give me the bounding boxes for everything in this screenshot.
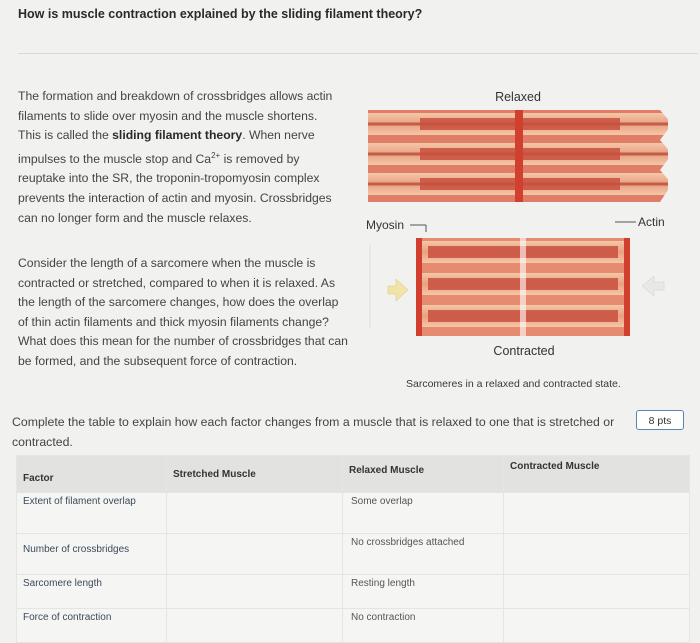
figure-caption: Sarcomeres in a relaxed and contracted state. (406, 378, 621, 390)
relaxed-cell: Resting length (343, 575, 504, 609)
table-row (17, 493, 690, 534)
header-factor: Factor (17, 456, 167, 493)
relaxed-sarcomere (360, 110, 672, 202)
stretched-cell[interactable] (167, 534, 343, 575)
factor-cell: Force of contraction (17, 609, 167, 643)
label-actin: Actin (638, 215, 665, 229)
factor-cell: Sarcomere length (17, 575, 167, 609)
contracted-sarcomere (416, 238, 630, 336)
stretched-cell[interactable] (167, 609, 343, 643)
factor-table (16, 455, 690, 643)
paragraph-theory-part3: is removed by reuptake into the SR, the troponin-tropomyosin complex prevents the interaction of actin and myosin. Crossbridges can no longer form and the muscle relaxes. (18, 151, 332, 225)
paragraph-theory-part2: . When nerve impulses to the muscle stop and Ca (18, 128, 315, 166)
header-stretched: Stretched Muscle (167, 456, 343, 493)
label-relaxed: Relaxed (495, 90, 541, 104)
contracted-cell[interactable] (504, 575, 690, 609)
contracted-cell[interactable] (504, 493, 690, 534)
header-contracted: Contracted Muscle (504, 456, 690, 493)
arrow-right-icon (388, 279, 408, 301)
relaxed-cell: Some overlap (343, 493, 504, 534)
table-header-row (17, 456, 690, 493)
table-row (17, 609, 690, 643)
label-myosin: Myosin (366, 218, 405, 232)
relaxed-cell: No crossbridges attached (343, 534, 504, 575)
paragraph-theory-part1: The formation and breakdown of crossbridges allows actin filaments to slide over myosin and the muscle shortens. This is called the (18, 89, 333, 143)
paragraph-theory (18, 87, 343, 228)
stretched-cell[interactable] (167, 493, 343, 534)
factor-cell: Extent of filament overlap (17, 493, 167, 534)
divider (18, 53, 698, 54)
contracted-cell[interactable] (504, 534, 690, 575)
label-contracted: Contracted (493, 344, 555, 358)
question-title: How is muscle contraction explained by the sliding filament theory? (18, 7, 423, 21)
instruction-text: Complete the table to explain how each factor changes from a muscle that is relaxed to one that is stretched or contracted. (12, 415, 615, 449)
paragraph-question: Consider the length of a sarcomere when the muscle is contracted or stretched, compared to when it is relaxed. As the length of the sarcomere changes, how does the overlap of thin actin filaments and thick myosin filaments change? What does this mean for the number of crossbridges that can be formed, and the subsequent force of contraction. (18, 256, 348, 368)
relaxed-cell: No contraction (343, 609, 504, 643)
factor-cell: Number of crossbridges (17, 534, 167, 575)
stretched-cell[interactable] (167, 575, 343, 609)
sliding-filament-term: sliding filament theory (112, 128, 243, 143)
table-row (17, 575, 690, 609)
sarcomere-diagram (360, 80, 700, 400)
sarcomere-figure (360, 80, 700, 400)
arrow-left-icon (642, 276, 664, 296)
header-relaxed: Relaxed Muscle (343, 456, 504, 493)
calcium-superscript: 2+ (211, 150, 221, 160)
points-badge: 8 pts (636, 410, 684, 430)
table-row (17, 534, 690, 575)
contracted-cell[interactable] (504, 609, 690, 643)
